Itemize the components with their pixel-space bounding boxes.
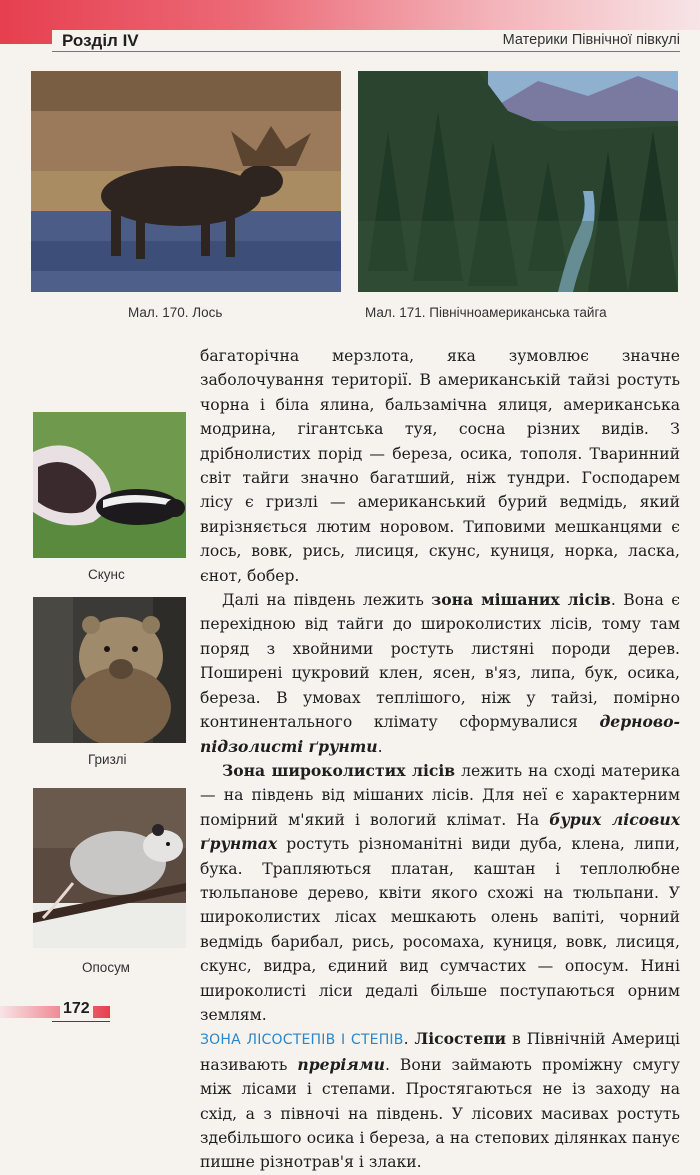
paragraph-1: багаторічна мерзлота, яка зумовлює значне заболочування території. В американській тайзі ростуть чорна і біла ялина, бальзамічна ялиця, американська модрина, гігантська туя, сосна різних видів. З дрібнолистих порід — береза, осика, тополя. Тваринний світ тайги значно багатший, ніж тундри. Господарем лісу є гризлі — американський бурий ведмідь, який вирізняється лютим норовом. Типовими мешканцями є лось, вовк, рись, лисиця, скунс, куниця, норка, ласка, єнот, бобер.	[200, 347, 680, 585]
paragraph-4	[200, 1027, 680, 1174]
text-run: лежить на сході материка — на південь від мішаних лісів. Для неї є характерним помірний м'який і вологий клімат. На	[200, 761, 680, 829]
opossum-caption: Опосум	[82, 960, 130, 975]
grizzly-caption: Гризлі	[88, 752, 127, 767]
term-soils: дерново-підзолисті ґрунти	[200, 712, 680, 756]
text-run: . Вона є перехідною від тайги до широколистих лісів, тому там поряд з хвойними ростуть листяні породи дерев. Поширені цукровий клен, ясен, в'яз, липа, бук, осика, береза. В умовах теплішого, ніж у тайзі, помірно континентального клімату сформувалися	[200, 591, 680, 732]
text-run: ростуть різноманітні види дуба, клена, липи, бука. Трапляються платан, каштан і теплолюбне тюльпанове дерево, квіти якого схожі на тюльпани. У широколистих лісах мешкають олень вапіті, чорний ведмідь барибал, рись, росомаха, куниця, вовк, лисиця, скунс, видра, єдиний вид сумчастих — опосум. Нині широколисті ліси дедалі більше поступаються орним землям.	[200, 835, 680, 1024]
term-mixed-forests: зона мішаних лісів	[431, 590, 611, 610]
page-number: 172	[60, 1000, 93, 1018]
opossum-photo	[33, 788, 186, 948]
header-divider	[52, 51, 680, 52]
grizzly-photo	[33, 597, 186, 743]
footer-band	[0, 1006, 110, 1018]
term-prairies: преріями	[297, 1054, 385, 1074]
section-label: Розділ IV	[62, 31, 139, 50]
skunk-caption: Скунс	[88, 567, 125, 582]
footer-divider	[52, 1021, 110, 1022]
text-run: в Північній Америці називають	[200, 1030, 680, 1074]
term-brown-soils: бурих лісових ґрунтах	[200, 809, 680, 854]
section-heading: ЗОНА ЛІСОСТЕПІВ І СТЕПІВ	[200, 1032, 404, 1049]
term-forest-steppe: Лісостепи	[414, 1029, 507, 1049]
body-text	[200, 344, 680, 1175]
text-run: . Вони займають проміжну смугу між лісами і степами. Простягаються не із заходу на схід, а з півночі на південь. У лісових масивах ростуть здебільшого осика і береза, а на степових ділянках панує пишне різнотрав'я і злаки.	[200, 1055, 680, 1172]
skunk-photo	[33, 412, 186, 558]
paragraph-3	[200, 759, 680, 1027]
paragraph-2	[200, 588, 680, 759]
moose-photo	[31, 71, 341, 292]
taiga-photo	[358, 71, 678, 292]
text-run: .	[403, 1030, 415, 1049]
term-broadleaf-forests: Зона широколистих лісів	[222, 760, 456, 780]
text-run: .	[377, 737, 383, 756]
moose-caption: Мал. 170. Лось	[128, 305, 223, 320]
text-run: Далі на південь лежить	[222, 591, 432, 610]
running-title: Материки Північної півкулі	[502, 32, 680, 48]
taiga-caption: Мал. 171. Північноамериканська тайга	[365, 305, 607, 320]
